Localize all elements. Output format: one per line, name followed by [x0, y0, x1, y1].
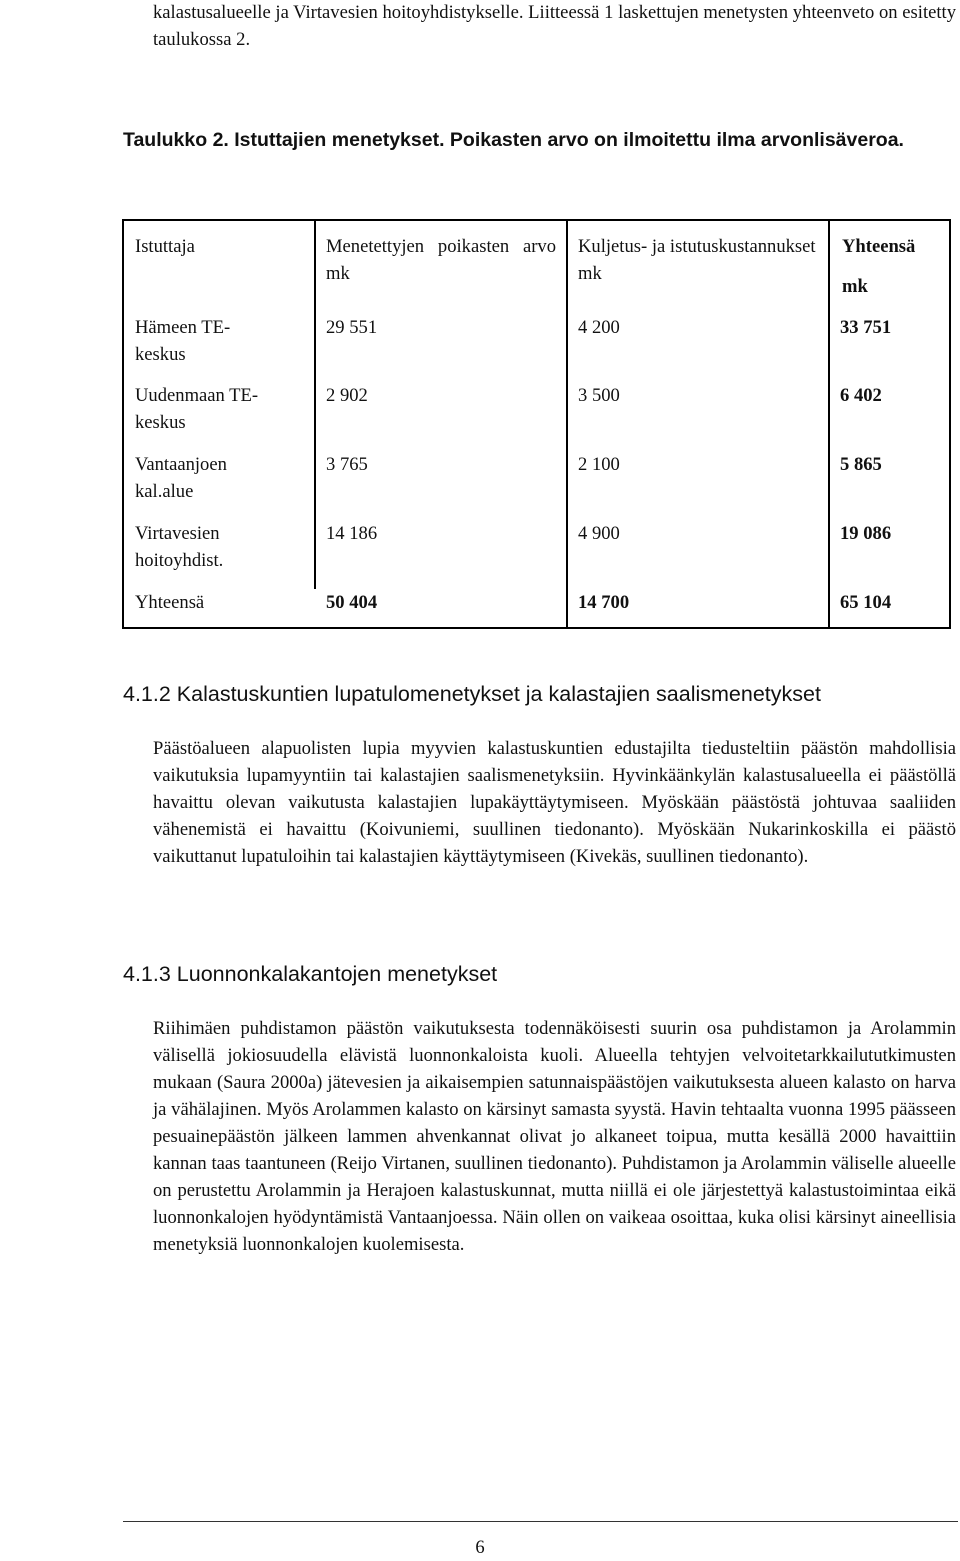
row-transport: 4 900 [578, 523, 620, 544]
page-number: 6 [475, 1537, 485, 1558]
row-total: 33 751 [840, 317, 892, 338]
row-name: Uudenmaan TE-keskus [135, 385, 259, 433]
table-border-top [122, 219, 951, 221]
row-lost-value: 3 765 [326, 454, 368, 475]
table-border-bottom [122, 627, 951, 629]
section-body-413: Riihimäen puhdistamon päästön vaikutuksesta todennäköisesti suurin osa puhdistamon ja Arolammin välisellä jokiosuudella elävistä luonnonkaloista kuoli. Alueella tehtyjen velvoitetarkkailututkimusten mukaan (Saura 2000a) jätevesien ja aikaisempien satunnaispäästöjen vaikutuksesta alueen kalasto on harva ja vähälajinen. Myös Arolammen kalasto on kärsinyt samasta syystä. Havin tehtaalta vuonna 1995 päässeen pesuainepäästön jälkeen lammen ahvenkannat olivat jo alkaneet toipua, mutta kesällä 2000 havaittiin kannan taas taantuneen (Reijo Virtanen, suullinen tiedonanto). Puhdistamon ja Arolammin väliselle alueelle on perustettu Arolammin ja Herajoen kalastuskunnat, mutta niillä ei ole järjestettyä kalastustoimintaa eikä luonnonkalojen hyödyntämistä Vantaanjoessa. Näin ollen on vaikeaa osoittaa, kuka olisi kärsinyt aineellisia menetyksiä luonnonkalojen kuolemisesta. [153, 1018, 956, 1255]
row-name: Vantaanjoen kal.alue [135, 454, 227, 502]
row-transport: 3 500 [578, 385, 620, 406]
row-total: 5 865 [840, 454, 882, 475]
table-border-right [949, 219, 951, 629]
section-body-412: Päästöalueen alapuolisten lupia myyvien kalastuskuntien edustajilta tiedusteltiin päästön mahdollisia vaikutuksia lupamyyntiin tai kalastajien saalismenetyksiin. Hyvinkäänkylän kalastusalueella ei päästöllä havaittu olevan vaikutusta kalastajien lupakäyttäytymiseen. Myöskään päästöstä johtuvaa saaliiden vähenemistä ei havaittu (Koivuniemi, suullinen tiedonanto). Myöskään Nukarinkoskilla ei päästö vaikuttanut lupatuloihin tai kalastajien käyttäytymiseen (Kivekäs, suullinen tiedonanto). [153, 738, 956, 867]
row-transport: 2 100 [578, 454, 620, 475]
table-border-left [122, 219, 124, 629]
table-divider-3 [828, 219, 830, 629]
total-label: Yhteensä [135, 592, 205, 613]
header-lost-value: Menetettyjen poikasten arvo mk [326, 236, 556, 284]
table-caption: Taulukko 2. Istuttajien menetykset. Poikasten arvo on ilmoitettu ilma arvonlisäveroa. [123, 129, 904, 151]
section-heading-412: 4.1.2 Kalastuskuntien lupatulomenetykset ja kalastajien saalismenetykset [123, 682, 821, 706]
row-lost-value: 29 551 [326, 317, 378, 338]
footer-rule [123, 1521, 958, 1522]
header-transport-costs: Kuljetus- ja istutuskustannukset mk [578, 236, 816, 284]
row-total: 19 086 [840, 523, 892, 544]
total-transport: 14 700 [578, 592, 630, 613]
row-lost-value: 14 186 [326, 523, 378, 544]
total-lost-value: 50 404 [326, 592, 378, 613]
header-total: Yhteensä [842, 236, 916, 257]
row-transport: 4 200 [578, 317, 620, 338]
total-total: 65 104 [840, 592, 892, 613]
row-name: Hämeen TE-keskus [135, 317, 231, 365]
table-divider-1 [314, 219, 316, 589]
header-total-unit: mk [842, 276, 868, 297]
row-lost-value: 2 902 [326, 385, 368, 406]
section-heading-413: 4.1.3 Luonnonkalakantojen menetykset [123, 962, 498, 986]
intro-paragraph: kalastusalueelle ja Virtavesien hoitoyhdistykselle. Liitteessä 1 laskettujen menetysten yhteenveto on esitetty taulukossa 2. [153, 2, 956, 50]
row-total: 6 402 [840, 385, 882, 406]
table-divider-2 [566, 219, 568, 629]
header-istuttaja: Istuttaja [135, 236, 195, 257]
row-name: Virtavesien hoitoyhdist. [135, 523, 224, 571]
